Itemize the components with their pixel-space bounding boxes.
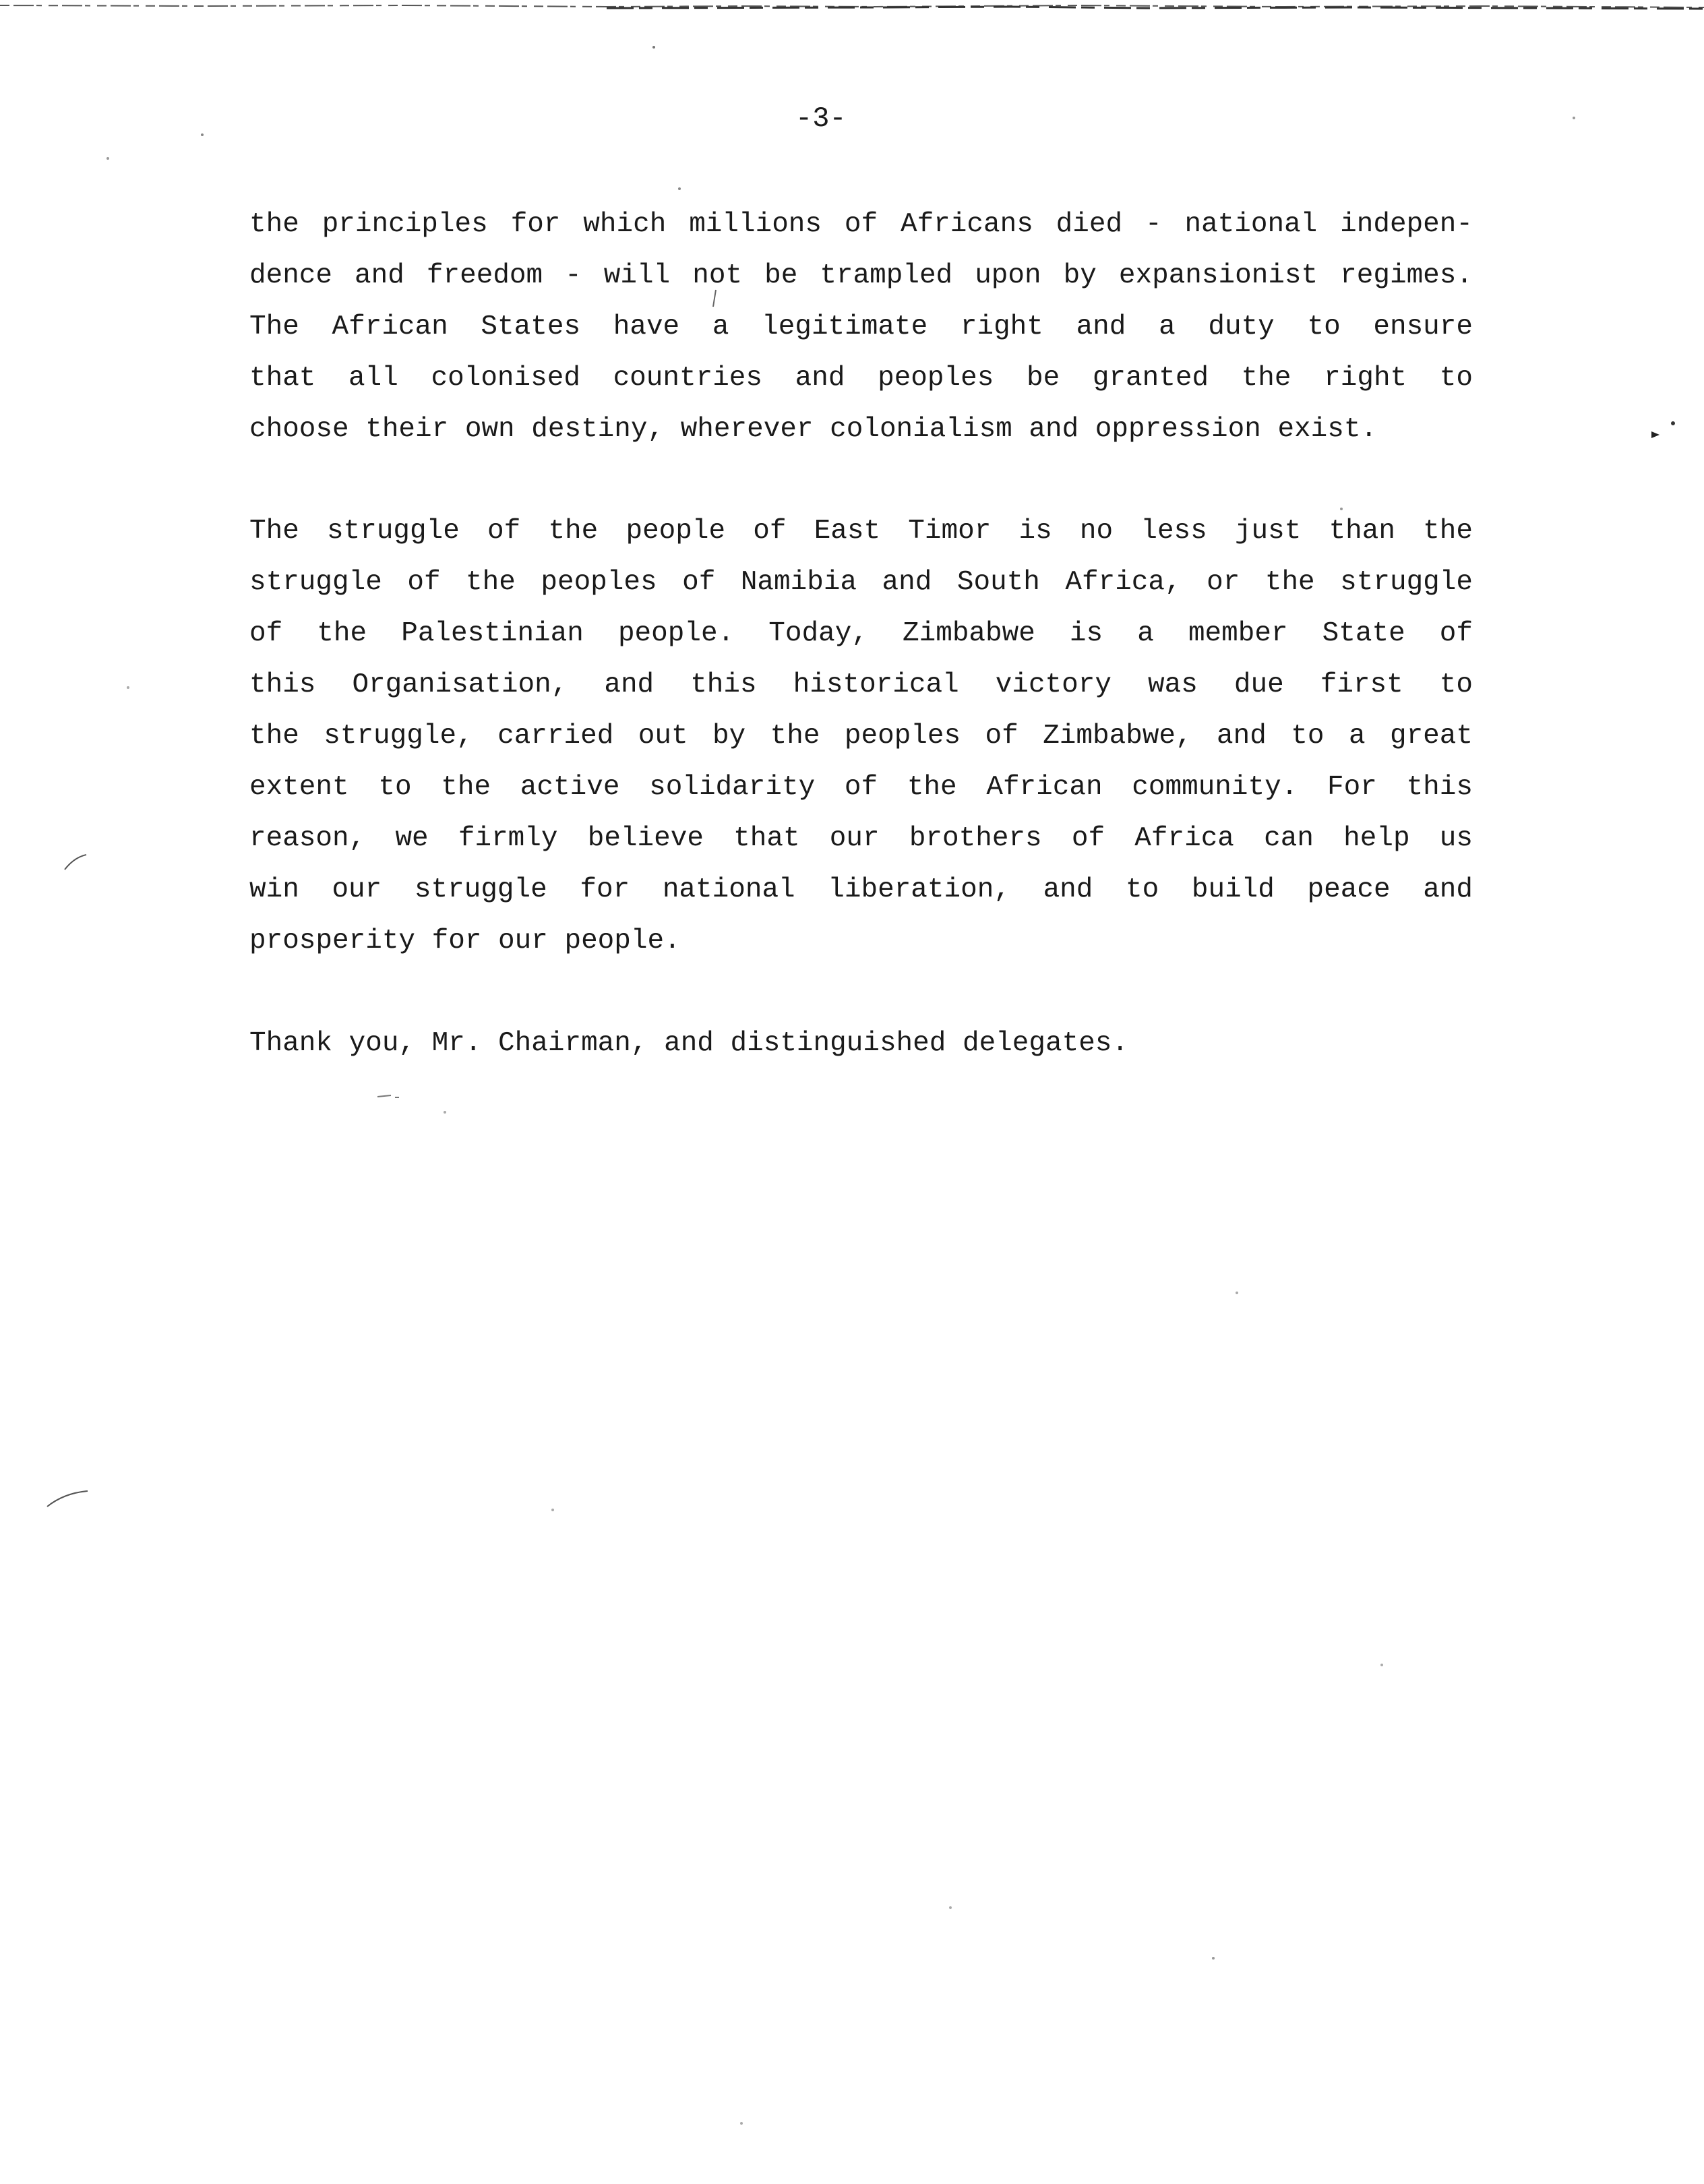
speck <box>949 1906 952 1909</box>
text-line: The struggle of the people of East Timor is no less just than the <box>249 516 1473 547</box>
speck <box>1380 1664 1383 1666</box>
text-line: win our struggle for national liberation, and to build peace and <box>249 874 1473 905</box>
text-line: this Organisation, and this historical victory was due first to <box>249 669 1473 700</box>
speck <box>740 2122 743 2125</box>
text-line: Thank you, Mr. Chairman, and distinguished delegates. <box>249 1028 1129 1059</box>
speck <box>127 686 129 689</box>
text-line: of the Palestinian people. Today, Zimbabwe is a member State of <box>249 618 1473 649</box>
text-line: the principles for which millions of Africans died - national indepen- <box>249 209 1473 240</box>
speck <box>1212 1957 1215 1960</box>
speck <box>1236 1292 1238 1294</box>
text-line: choose their own destiny, wherever colonialism and oppression exist. <box>249 414 1378 445</box>
margin-mark <box>65 855 86 870</box>
scan-edge-noise <box>0 0 1704 18</box>
margin-mark <box>47 1491 88 1507</box>
scan-top-edge <box>0 0 1704 18</box>
speck <box>1573 117 1575 119</box>
paragraph-1 <box>249 199 1473 455</box>
text-line: struggle of the peoples of Namibia and South Africa, or the struggle <box>249 567 1473 598</box>
speck <box>652 46 655 49</box>
speck <box>678 187 681 190</box>
paragraph-2 <box>249 506 1473 967</box>
speck <box>551 1509 554 1511</box>
margin-arrow-mark <box>1651 431 1660 438</box>
text-line: the struggle, carried out by the peoples of Zimbabwe, and to a great <box>249 721 1473 752</box>
page-number: -3- <box>795 102 847 135</box>
text-line: prosperity for our people. <box>249 926 681 957</box>
speck <box>1671 421 1675 425</box>
speck <box>444 1111 446 1114</box>
text-line: dence and freedom - will not be trampled upon by expansionist regimes. <box>249 260 1473 291</box>
speck <box>106 157 109 160</box>
speck <box>201 133 204 136</box>
text-line: The African States have a legitimate right and a duty to ensure <box>249 311 1473 342</box>
text-line: that all colonised countries and peoples be granted the right to <box>249 363 1473 394</box>
text-line: extent to the active solidarity of the African community. For this <box>249 772 1473 803</box>
text-line: reason, we firmly believe that our brothers of Africa can help us <box>249 823 1473 854</box>
paragraph-3 <box>249 1018 1473 1069</box>
speck <box>377 1095 399 1097</box>
